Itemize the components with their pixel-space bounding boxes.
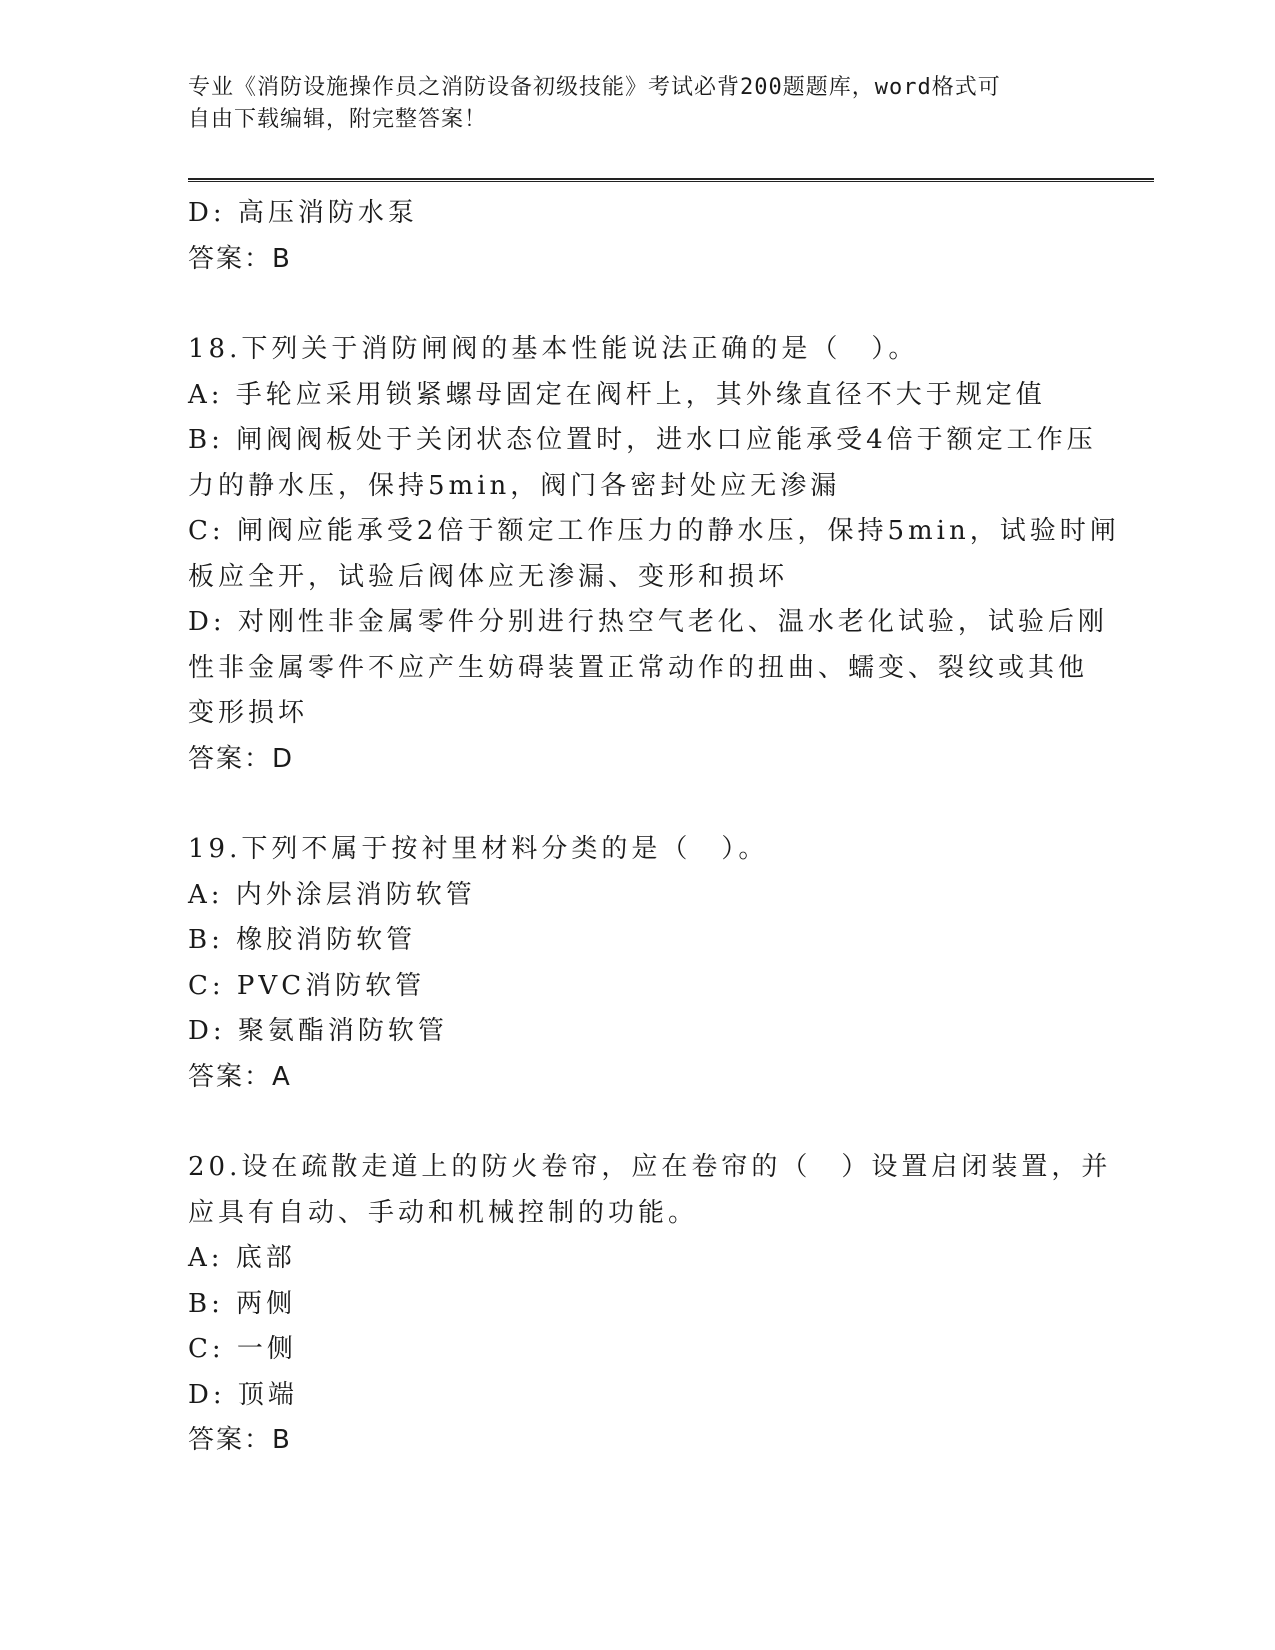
- option-b-line-2: 力的静水压，保持5min，阀门各密封处应无渗漏: [188, 470, 841, 501]
- question-stem-line-2: 应具有自动、手动和机械控制的功能。: [188, 1197, 699, 1228]
- option-a: A: 内外涂层消防软管: [188, 879, 476, 910]
- option-b: B: 橡胶消防软管: [188, 925, 417, 955]
- answer-line: 答案：D: [188, 743, 295, 774]
- option-b-line-1: B: 闸阀阀板处于关闭状态位置时，进水口应能承受4倍于额定工作压: [188, 425, 1097, 455]
- option-d: D: 高压消防水泵: [188, 198, 418, 228]
- question-stem: 19.下列不属于按衬里材料分类的是（ ）。: [188, 834, 769, 864]
- header-line-2: 自由下载编辑，附完整答案！: [188, 107, 488, 132]
- option-d-line-2: 性非金属零件不应产生妨碍装置正常动作的扭曲、蠕变、裂纹或其他: [188, 652, 1089, 683]
- spacer: [188, 1100, 1088, 1145]
- document-header: [188, 72, 1068, 136]
- option-c: C: PVC消防软管: [188, 970, 426, 1001]
- question-content: [188, 191, 1120, 1464]
- option-c-line-2: 板应全开，试验后阀体应无渗漏、变形和损坏: [188, 561, 789, 592]
- spacer: [188, 282, 1088, 327]
- option-c-line-1: C: 闸阀应能承受2倍于额定工作压力的静水压，保持5min，试验时闸: [188, 516, 1120, 546]
- option-b: B: 两侧: [188, 1288, 297, 1319]
- question-stem-line-1: 20.设在疏散走道上的防火卷帘，应在卷帘的（ ）设置启闭装置，并: [188, 1152, 1112, 1182]
- question-18: [188, 327, 1120, 782]
- answer-line: 答案：B: [188, 1425, 292, 1455]
- question-20: [188, 1145, 1112, 1464]
- option-d-line-1: D: 对刚性非金属零件分别进行热空气老化、温水老化试验，试验后刚: [188, 607, 1108, 637]
- spacer: [188, 782, 1088, 827]
- option-c: C: 一侧: [188, 1334, 297, 1364]
- option-d: D: 顶端: [188, 1379, 298, 1410]
- header-line-1: 专业《消防设施操作员之消防设备初级技能》考试必背200题题库，word格式可: [188, 75, 1001, 100]
- option-d-line-3: 变形损坏: [188, 698, 309, 728]
- option-a: A: 手轮应采用锁紧螺母固定在阀杆上，其外缘直径不大于规定值: [188, 379, 1046, 410]
- question-19: [188, 827, 1088, 1100]
- answer-line: 答案：A: [188, 1061, 292, 1092]
- header-divider: [188, 178, 1154, 182]
- option-a: A: 底部: [188, 1243, 296, 1273]
- option-d: D: 聚氨酯消防软管: [188, 1016, 448, 1046]
- question-stem: 18.下列关于消防闸阀的基本性能说法正确的是（ ）。: [188, 334, 919, 364]
- answer-line: 答案：B: [188, 243, 292, 274]
